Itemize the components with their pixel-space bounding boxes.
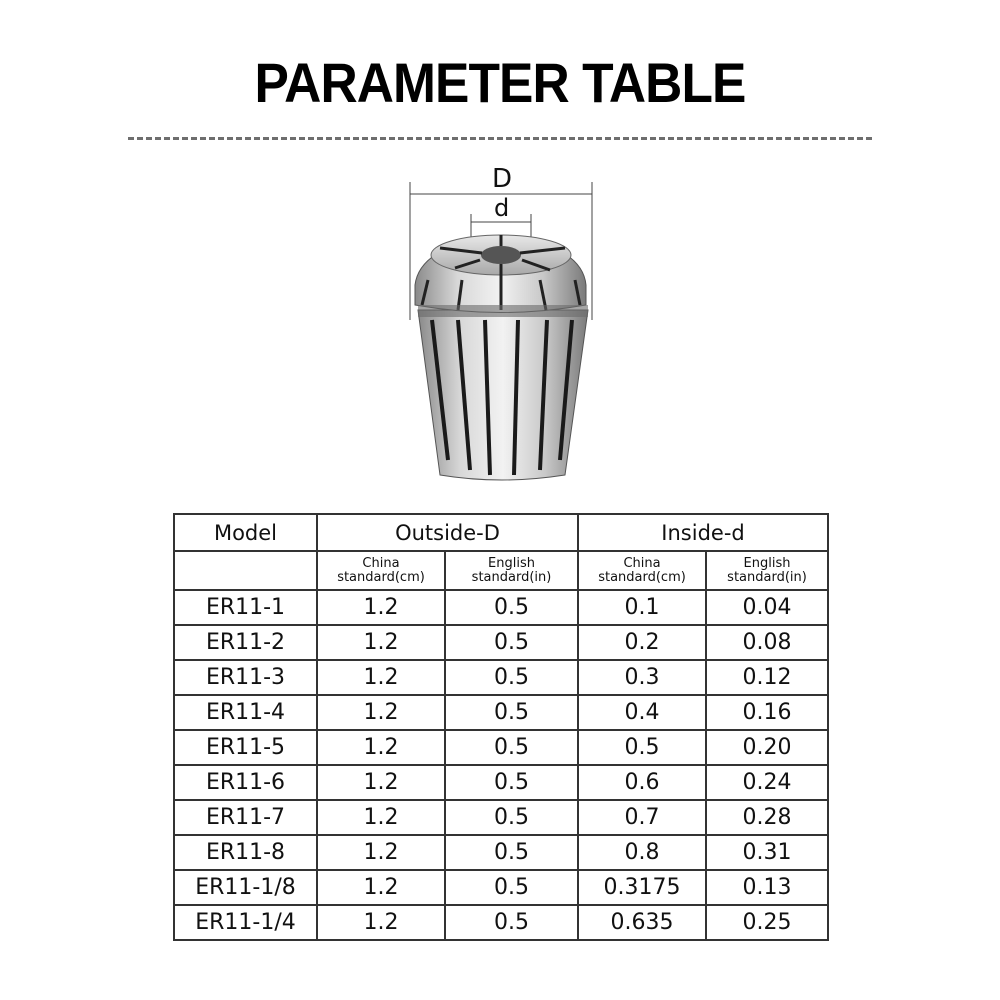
table-row (174, 590, 828, 625)
cell-outside-cm: 1.2 (317, 800, 445, 835)
table-row (174, 905, 828, 940)
cell-inside-in: 0.04 (706, 590, 828, 625)
cell-outside-in: 0.5 (445, 660, 578, 695)
table-row (174, 835, 828, 870)
cell-inside-cm: 0.4 (578, 695, 706, 730)
cell-model: ER11-5 (174, 730, 317, 765)
header-outside-china (317, 551, 445, 590)
cell-outside-in: 0.5 (445, 625, 578, 660)
cell-outside-cm: 1.2 (317, 625, 445, 660)
collet-diagram (400, 160, 630, 490)
cell-outside-in: 0.5 (445, 590, 578, 625)
cell-inside-in: 0.31 (706, 835, 828, 870)
header-line1: English (743, 555, 791, 571)
header-line2: standard(in) (727, 569, 807, 585)
cell-model: ER11-3 (174, 660, 317, 695)
cell-inside-cm: 0.5 (578, 730, 706, 765)
table-row (174, 800, 828, 835)
header-line2: standard(in) (471, 569, 552, 585)
cell-inside-in: 0.28 (706, 800, 828, 835)
cell-inside-cm: 0.6 (578, 765, 706, 800)
inner-diameter-label: d (494, 194, 510, 222)
table-sub-header-row (174, 551, 828, 590)
cell-outside-in: 0.5 (445, 730, 578, 765)
cell-inside-cm: 0.635 (578, 905, 706, 940)
parameter-table (173, 513, 829, 941)
table-row (174, 730, 828, 765)
header-outside-d: Outside-D (317, 514, 578, 551)
table-row (174, 660, 828, 695)
cell-inside-cm: 0.8 (578, 835, 706, 870)
table-row (174, 870, 828, 905)
cell-model: ER11-1 (174, 590, 317, 625)
cell-inside-in: 0.24 (706, 765, 828, 800)
cell-outside-cm: 1.2 (317, 870, 445, 905)
cell-outside-in: 0.5 (445, 870, 578, 905)
cell-model: ER11-2 (174, 625, 317, 660)
cell-model: ER11-1/4 (174, 905, 317, 940)
cell-outside-in: 0.5 (445, 835, 578, 870)
header-line1: China (362, 555, 400, 571)
header-line2: standard(cm) (598, 569, 686, 585)
table-group-header-row (174, 514, 828, 551)
cell-outside-in: 0.5 (445, 695, 578, 730)
cell-inside-in: 0.16 (706, 695, 828, 730)
cell-model: ER11-4 (174, 695, 317, 730)
header-inside-china (578, 551, 706, 590)
dashed-divider (128, 137, 872, 140)
table-row (174, 765, 828, 800)
cell-inside-in: 0.20 (706, 730, 828, 765)
cell-model: ER11-1/8 (174, 870, 317, 905)
cell-outside-cm: 1.2 (317, 730, 445, 765)
cell-inside-cm: 0.2 (578, 625, 706, 660)
cell-inside-cm: 0.7 (578, 800, 706, 835)
cell-model: ER11-8 (174, 835, 317, 870)
cell-outside-cm: 1.2 (317, 590, 445, 625)
cell-outside-in: 0.5 (445, 800, 578, 835)
cell-inside-cm: 0.3 (578, 660, 706, 695)
cell-outside-cm: 1.2 (317, 660, 445, 695)
cell-outside-in: 0.5 (445, 765, 578, 800)
header-empty (174, 551, 317, 590)
cell-inside-in: 0.13 (706, 870, 828, 905)
cell-outside-in: 0.5 (445, 905, 578, 940)
header-line1: English (488, 555, 535, 571)
cell-model: ER11-6 (174, 765, 317, 800)
table-row (174, 625, 828, 660)
header-inside-d: Inside-d (578, 514, 828, 551)
header-outside-english (445, 551, 578, 590)
cell-inside-in: 0.08 (706, 625, 828, 660)
cell-inside-cm: 0.1 (578, 590, 706, 625)
cell-outside-cm: 1.2 (317, 765, 445, 800)
cell-outside-cm: 1.2 (317, 835, 445, 870)
cell-inside-cm: 0.3175 (578, 870, 706, 905)
cell-inside-in: 0.12 (706, 660, 828, 695)
header-inside-english (706, 551, 828, 590)
collet-image-icon (400, 160, 630, 490)
header-line1: China (623, 555, 661, 571)
outer-diameter-label: D (492, 164, 513, 194)
cell-model: ER11-7 (174, 800, 317, 835)
header-model: Model (174, 514, 317, 551)
cell-outside-cm: 1.2 (317, 905, 445, 940)
page-title: PARAMETER TABLE (254, 51, 746, 114)
header-line2: standard(cm) (337, 569, 425, 585)
cell-inside-in: 0.25 (706, 905, 828, 940)
cell-outside-cm: 1.2 (317, 695, 445, 730)
table-row (174, 695, 828, 730)
